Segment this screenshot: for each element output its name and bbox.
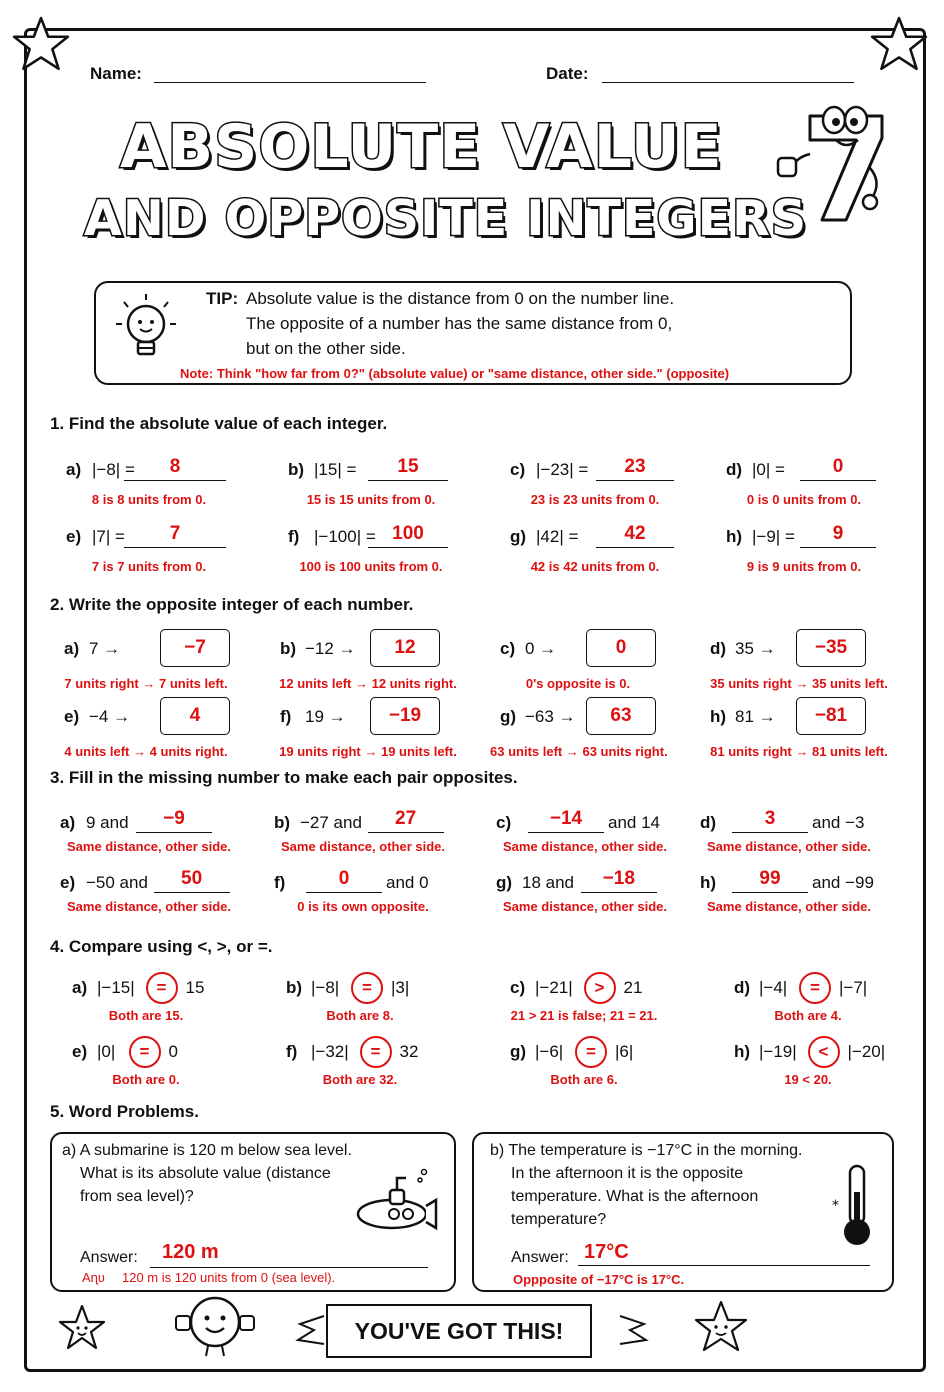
s4-symbol-1[interactable]: = — [351, 972, 383, 1004]
page-subtitle: AND OPPOSITE INTEGERS — [84, 190, 808, 247]
s2-letter-5: f) — [280, 707, 292, 726]
s3-pre-0: 9 and — [86, 813, 129, 832]
s1-explain-6: 42 is 42 units from 0. — [530, 559, 660, 574]
wp-a-line-3: from sea level)? — [80, 1188, 194, 1205]
s4-left-7: |−19| — [759, 1042, 797, 1061]
s3-post-5: and 0 — [386, 873, 429, 892]
name-field[interactable] — [154, 82, 426, 83]
s2-answer-box-4[interactable]: 4 — [160, 697, 230, 735]
s2-explain-7: 81 units right → 81 units left. — [710, 744, 888, 759]
tip-label: TIP: — [206, 289, 239, 308]
s2-expr-4: −4 → — [89, 707, 131, 726]
s4-right-6: |6| — [615, 1042, 634, 1061]
wp-b-explain: Oppposite of −17°C is 17°C. — [513, 1272, 685, 1287]
s4-letter-4: e) — [72, 1042, 88, 1061]
s1-answer-4[interactable]: 7 — [124, 523, 226, 548]
s1-explain-1: 15 is 15 units from 0. — [306, 492, 436, 507]
s3-answer-5[interactable]: 0 — [306, 868, 382, 893]
wp-a-answer: 120 m — [162, 1241, 219, 1263]
s2-expr-0: 7 → — [89, 639, 121, 658]
smiley-ball-icon — [170, 1290, 260, 1358]
wp-a-line-1: a) A submarine is 120 m below sea level. — [62, 1142, 352, 1159]
s3-explain-1: Same distance, other side. — [280, 839, 445, 854]
s2-expr-3: 35 → — [735, 639, 776, 658]
s2-answer-box-1[interactable]: 12 — [370, 629, 440, 667]
s1-expr-2: |−23| = — [536, 460, 589, 479]
tip-line-1: Absolute value is the distance from 0 on the number line. — [246, 289, 675, 308]
section-1-title: 1. Find the absolute value of each integer. — [50, 414, 388, 433]
s2-explain-3: 35 units right → 35 units left. — [710, 676, 888, 691]
s4-explain-7: 19 < 20. — [784, 1072, 832, 1087]
s2-letter-7: h) — [710, 707, 727, 726]
s2-explain-2: 0's opposite is 0. — [525, 676, 631, 691]
s4-right-5: 32 — [399, 1042, 419, 1061]
s4-letter-7: h) — [734, 1042, 751, 1061]
wp-a-explain: 120 m is 120 units from 0 (sea level). — [122, 1270, 336, 1285]
wp-b-answer: 17°C — [584, 1241, 629, 1263]
s1-answer-1[interactable]: 15 — [368, 456, 448, 481]
s4-explain-0: Both are 15. — [108, 1008, 184, 1023]
s3-answer-4[interactable]: 50 — [154, 868, 230, 893]
wp-b-line-2: In the afternoon it is the opposite — [511, 1165, 744, 1182]
s2-expr-1: −12 → — [305, 639, 356, 658]
s2-answer-box-6[interactable]: 63 — [586, 697, 656, 735]
s3-letter-6: g) — [496, 873, 513, 892]
s2-letter-2: c) — [500, 639, 516, 658]
s1-letter-2: c) — [510, 460, 526, 479]
section-4-title: 4. Compare using <, >, or =. — [50, 937, 273, 956]
s4-letter-0: a) — [72, 978, 88, 997]
wp-a-answer-line[interactable] — [150, 1267, 428, 1268]
tip-line-3: but on the other side. — [246, 339, 406, 358]
s1-explain-0: 8 is 8 units from 0. — [91, 492, 207, 507]
s3-letter-5: f) — [274, 873, 286, 892]
s3-answer-2[interactable]: −14 — [528, 808, 604, 833]
encouragement-banner: YOU'VE GOT THIS! — [326, 1304, 592, 1358]
s4-letter-1: b) — [286, 978, 303, 997]
s1-expr-1: |15| = — [314, 460, 357, 479]
s4-left-3: |−4| — [759, 978, 788, 997]
seven-mascot-icon — [770, 98, 900, 228]
s3-explain-4: Same distance, other side. — [66, 899, 231, 914]
s2-explain-5: 19 units right → 19 units left. — [279, 744, 457, 759]
s3-letter-4: e) — [60, 873, 76, 892]
date-label: Date: — [546, 64, 589, 83]
s2-expr-7: 81 → — [735, 707, 776, 726]
s2-letter-0: a) — [64, 639, 80, 658]
s2-letter-4: e) — [64, 707, 80, 726]
s4-left-1: |−8| — [311, 978, 340, 997]
s3-letter-3: d) — [700, 813, 717, 832]
s3-answer-3[interactable]: 3 — [732, 808, 808, 833]
s2-expr-5: 19 → — [305, 707, 346, 726]
s1-expr-3: |0| = — [752, 460, 785, 479]
s3-explain-0: Same distance, other side. — [66, 839, 231, 854]
s4-left-5: |−32| — [311, 1042, 349, 1061]
s3-explain-5: 0 is its own opposite. — [297, 899, 429, 914]
s4-letter-5: f) — [286, 1042, 298, 1061]
s1-explain-4: 7 is 7 units from 0. — [91, 559, 207, 574]
s3-pre-1: −27 and — [300, 813, 362, 832]
s3-post-7: and −99 — [812, 873, 874, 892]
wp-a-line-2: What is its absolute value (distance — [80, 1165, 331, 1182]
s2-expr-6: −63 → — [525, 707, 576, 726]
wp-b-line-3: temperature. What is the afternoon — [511, 1188, 759, 1205]
s1-expr-5: |−100| = — [314, 527, 376, 546]
s3-answer-1[interactable]: 27 — [368, 808, 444, 833]
s1-answer-3[interactable]: 0 — [800, 456, 876, 481]
page-title: ABSOLUTE VALUE — [120, 112, 723, 182]
s2-explain-0: 7 units right → 7 units left. — [64, 676, 228, 691]
s4-symbol-6[interactable]: = — [575, 1036, 607, 1068]
thermometer-icon — [830, 1162, 880, 1252]
s3-answer-7[interactable]: 99 — [732, 868, 808, 893]
s3-letter-1: b) — [274, 813, 291, 832]
s2-letter-6: g) — [500, 707, 517, 726]
s1-answer-5[interactable]: 100 — [368, 523, 448, 548]
s1-explain-2: 23 is 23 units from 0. — [530, 492, 660, 507]
s4-symbol-2[interactable]: > — [584, 972, 616, 1004]
s2-letter-1: b) — [280, 639, 297, 658]
s4-right-7: |−20| — [847, 1042, 886, 1061]
wp-b-line-4: temperature? — [511, 1211, 607, 1228]
s4-explain-5: Both are 32. — [322, 1072, 398, 1087]
s4-right-1: |3| — [391, 978, 410, 997]
s1-letter-1: b) — [288, 460, 305, 479]
s3-answer-0[interactable]: −9 — [136, 808, 212, 833]
s2-expr-2: 0 → — [525, 639, 557, 658]
s1-answer-0[interactable]: 8 — [124, 456, 226, 481]
s4-right-3: |−7| — [839, 978, 868, 997]
section-2-title: 2. Write the opposite integer of each number. — [50, 595, 414, 614]
s1-explain-5: 100 is 100 units from 0. — [299, 559, 443, 574]
s1-expr-6: |42| = — [536, 527, 579, 546]
wp-b-line-1: b) The temperature is −17°C in the morning. — [490, 1142, 803, 1159]
star-top-left-icon — [10, 14, 72, 76]
tip-line-2: The opposite of a number has the same distance from 0, — [246, 314, 673, 333]
s3-explain-2: Same distance, other side. — [502, 839, 667, 854]
s4-symbol-0[interactable]: = — [146, 972, 178, 1004]
s3-pre-6: 18 and — [522, 873, 574, 892]
s3-letter-0: a) — [60, 813, 76, 832]
s1-explain-7: 9 is 9 units from 0. — [746, 559, 862, 574]
s4-letter-3: d) — [734, 978, 751, 997]
s2-letter-3: d) — [710, 639, 727, 658]
wp-a-answer-label: Answer: — [80, 1249, 138, 1266]
s1-letter-3: d) — [726, 460, 743, 479]
wp-a-explain-prefix: Aɳʋ — [82, 1270, 106, 1285]
banner-ribbon-icon — [286, 1310, 658, 1350]
s1-letter-0: a) — [66, 460, 82, 479]
s3-post-3: and −3 — [812, 813, 865, 832]
s1-expr-7: |−9| = — [752, 527, 795, 546]
s2-answer-box-0[interactable]: −7 — [160, 629, 230, 667]
s4-right-2: 21 — [623, 978, 643, 997]
s2-explain-4: 4 units left → 4 units right. — [64, 744, 228, 759]
date-field[interactable] — [602, 82, 854, 83]
s3-answer-6[interactable]: −18 — [581, 868, 657, 893]
s4-explain-2: 21 > 21 is false; 21 = 21. — [510, 1008, 658, 1023]
s4-right-4: 0 — [168, 1042, 178, 1061]
s3-explain-3: Same distance, other side. — [706, 839, 871, 854]
s4-symbol-3[interactable]: = — [799, 972, 831, 1004]
s3-letter-2: c) — [496, 813, 512, 832]
s1-expr-4: |7| = — [92, 527, 125, 546]
s4-explain-1: Both are 8. — [326, 1008, 394, 1023]
s4-left-2: |−21| — [535, 978, 573, 997]
s4-explain-3: Both are 4. — [774, 1008, 842, 1023]
section-5-title: 5. Word Problems. — [50, 1102, 199, 1121]
s4-left-4: |0| — [97, 1042, 116, 1061]
s4-symbol-4[interactable]: = — [129, 1036, 161, 1068]
small-star-right-icon — [686, 1296, 756, 1358]
s1-answer-6[interactable]: 42 — [596, 523, 674, 548]
s4-left-0: |−15| — [97, 978, 135, 997]
s2-answer-box-7[interactable]: −81 — [796, 697, 866, 735]
s3-post-2: and 14 — [608, 813, 660, 832]
s2-answer-box-3[interactable]: −35 — [796, 629, 866, 667]
small-star-left-icon — [52, 1300, 112, 1356]
s1-answer-2[interactable]: 23 — [596, 456, 674, 481]
wp-b-answer-line[interactable] — [578, 1265, 870, 1266]
s1-letter-4: e) — [66, 527, 82, 546]
section-3-title: 3. Fill in the missing number to make each pair opposites. — [50, 768, 518, 787]
wp-b-answer-label: Answer: — [511, 1249, 569, 1266]
s4-right-0: 15 — [185, 978, 205, 997]
lightbulb-icon — [106, 290, 186, 370]
s2-answer-box-5[interactable]: −19 — [370, 697, 440, 735]
s3-explain-7: Same distance, other side. — [706, 899, 871, 914]
s1-expr-0: |−8| = — [92, 460, 135, 479]
s2-answer-box-2[interactable]: 0 — [586, 629, 656, 667]
submarine-icon — [352, 1170, 442, 1232]
s1-letter-7: h) — [726, 527, 743, 546]
s1-explain-3: 0 is 0 units from 0. — [746, 492, 862, 507]
s4-letter-6: g) — [510, 1042, 527, 1061]
s1-letter-5: f) — [288, 527, 300, 546]
s3-pre-4: −50 and — [86, 873, 148, 892]
s4-letter-2: c) — [510, 978, 526, 997]
s4-explain-6: Both are 6. — [550, 1072, 618, 1087]
s4-symbol-5[interactable]: = — [360, 1036, 392, 1068]
s1-answer-7[interactable]: 9 — [800, 523, 876, 548]
s4-symbol-7[interactable]: < — [808, 1036, 840, 1068]
name-label: Name: — [90, 64, 142, 83]
s3-letter-7: h) — [700, 873, 717, 892]
star-top-right-icon — [868, 14, 930, 76]
s4-left-6: |−6| — [535, 1042, 564, 1061]
svg-text:*: * — [832, 1198, 839, 1214]
s2-explain-1: 12 units left → 12 units right. — [279, 676, 457, 691]
s2-explain-6: 63 units left → 63 units right. — [490, 744, 668, 759]
s1-letter-6: g) — [510, 527, 527, 546]
s3-explain-6: Same distance, other side. — [502, 899, 667, 914]
tip-note: Note: Think "how far from 0?" (absolute value) or "same distance, other side." (opposite) — [180, 366, 730, 381]
s4-explain-4: Both are 0. — [112, 1072, 180, 1087]
